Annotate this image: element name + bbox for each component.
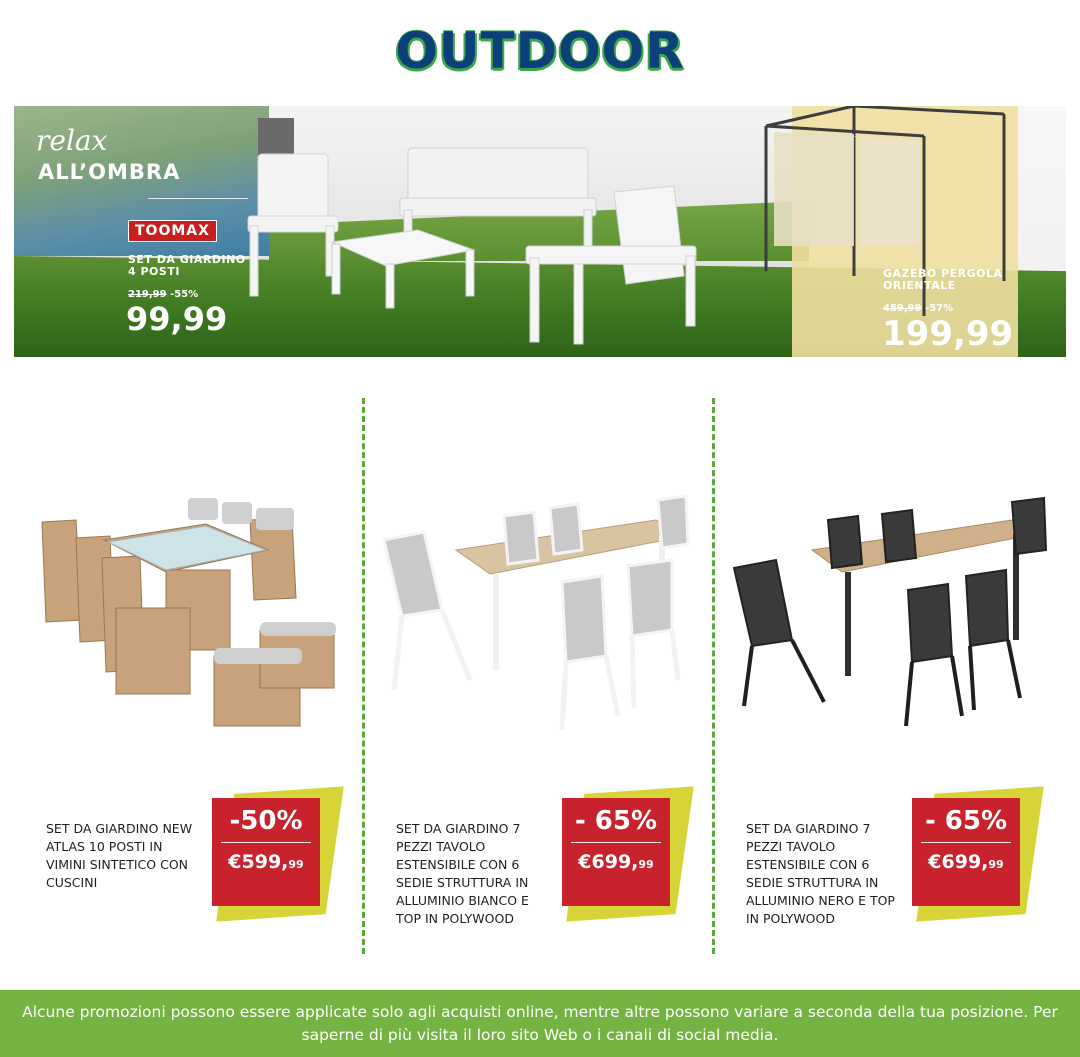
discount-badge: -50% (229, 806, 303, 836)
hero-left-old-price-row (128, 289, 198, 300)
product-card[interactable] (16, 440, 356, 940)
product-name[interactable]: SET DA GIARDINO 7 PEZZI TAVOLO ESTENSIBILE CON 6 SEDIE STRUTTURA IN ALLUMINIO BIANCO E TOP IN POLYWOOD (396, 821, 529, 926)
price-value (212, 851, 320, 873)
rattan-dining-set-image[interactable] (16, 480, 356, 740)
price-divider (221, 842, 311, 843)
hero-left-old-price: 219,99 (128, 289, 167, 300)
hero-right-price: 199,99 (882, 314, 1014, 354)
price-divider (571, 842, 661, 843)
price-tag (912, 790, 1052, 930)
price-divider (921, 842, 1011, 843)
column-divider (362, 398, 365, 954)
product-name[interactable]: SET DA GIARDINO 7 PEZZI TAVOLO ESTENSIBILE CON 6 SEDIE STRUTTURA IN ALLUMINIO NERO E TOP IN POLYWOOD (746, 821, 895, 926)
column-divider (712, 398, 715, 954)
price-box (212, 798, 320, 906)
hero-left-product-name: SET DA GIARDINO 4 POSTI (128, 253, 246, 278)
hero-right-product-name: GAZEBO PERGOLA ORIENTALE (883, 267, 1003, 292)
price-tag (212, 790, 352, 930)
hero-right-discount: -57% (925, 303, 954, 314)
hero-left-price: 99,99 (126, 300, 228, 338)
black-aluminium-dining-set-image[interactable] (716, 480, 1056, 740)
disclaimer-footer: Alcune promozioni possono essere applicate solo agli acquisti online, mentre altre possono variare a seconda della tua posizione. Per saperne di più visita il loro sito Web o i canali di social media. (0, 990, 1080, 1057)
brand-logo: TOOMAX (128, 220, 217, 242)
hero-right-old-price-row (883, 303, 953, 314)
price-main: €699, (928, 851, 989, 873)
hero-banner[interactable] (14, 106, 1066, 357)
price-main: €699, (578, 851, 639, 873)
price-cents: 99 (988, 858, 1004, 871)
hero-headline-script: relax (36, 124, 108, 157)
price-cents: 99 (288, 858, 304, 871)
product-name[interactable]: SET DA GIARDINO NEW ATLAS 10 POSTI IN VIMINI SINTETICO CON CUSCINI (46, 821, 193, 890)
product-card[interactable] (366, 440, 706, 940)
white-aluminium-dining-set-image[interactable] (366, 480, 706, 740)
discount-badge: - 65% (924, 806, 1008, 836)
hero-divider (148, 198, 248, 199)
discount-badge: - 65% (574, 806, 658, 836)
price-cents: 99 (638, 858, 654, 871)
price-main: €599, (228, 851, 289, 873)
hero-right-old-price: 459,99 (883, 303, 922, 314)
price-value (562, 851, 670, 873)
price-tag (562, 790, 702, 930)
price-box (912, 798, 1020, 906)
price-value (912, 851, 1020, 873)
hero-left-discount: -55% (170, 289, 199, 300)
page-title: OUTDOOR (395, 22, 685, 80)
price-box (562, 798, 670, 906)
hero-headline: ALL’OMBRA (38, 160, 181, 184)
product-card[interactable] (716, 440, 1056, 940)
